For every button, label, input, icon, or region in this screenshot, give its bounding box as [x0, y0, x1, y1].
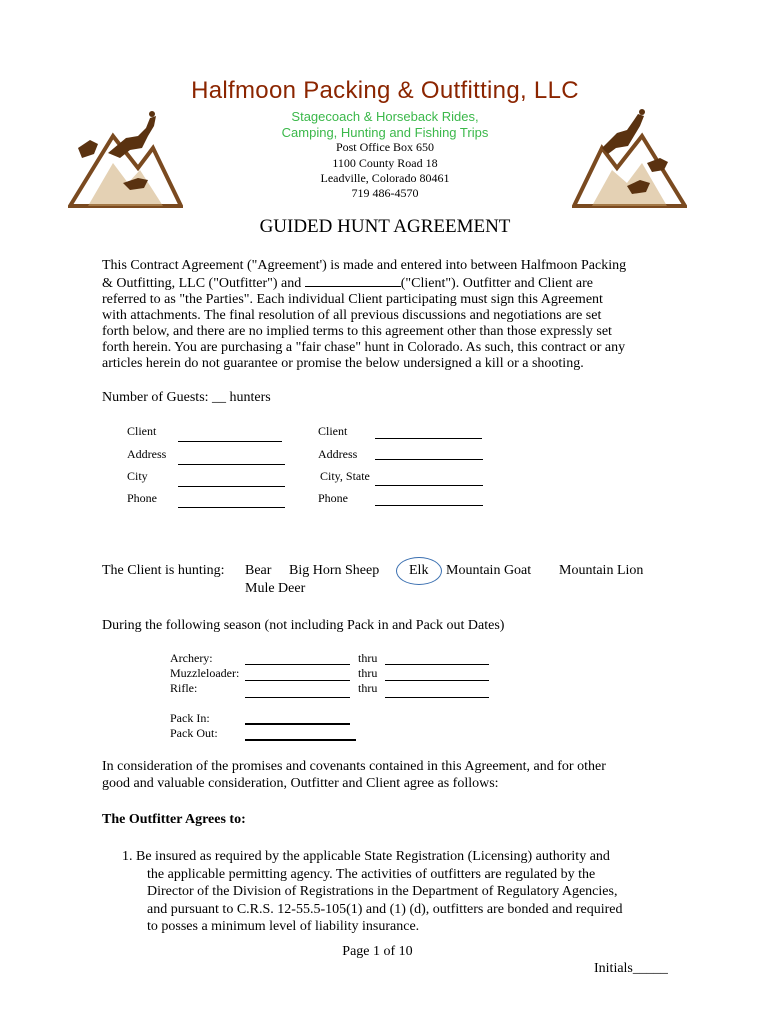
archery-label: Archery:	[170, 651, 213, 665]
address-city: Leadville, Colorado 80461	[320, 171, 450, 185]
season-label: During the following season (not including Pack in and Pack out Dates)	[102, 618, 505, 633]
phone-label-right: Phone	[318, 491, 348, 505]
rifle-end-field[interactable]	[385, 697, 489, 698]
intro-paragraph	[102, 258, 672, 372]
phone-number: 719 486-4570	[351, 186, 419, 200]
phone-field-left[interactable]	[178, 507, 285, 508]
item-line: Director of the Division of Registrations in the Department of Regulatory Agencies,	[147, 884, 618, 899]
address-street: 1100 County Road 18	[332, 156, 438, 170]
muzzleloader-label: Muzzleloader:	[170, 666, 240, 680]
thru-label: thru	[358, 681, 378, 695]
page-number: Page 1 of 10	[342, 944, 413, 959]
thru-label: thru	[358, 666, 378, 680]
intro-line: referred to as "the Parties". Each individual Client participating must sign this Agreement	[102, 292, 603, 307]
intro-line	[102, 274, 672, 292]
species-mountain-goat[interactable]: Mountain Goat	[446, 563, 532, 578]
city-label-left: City	[127, 469, 148, 483]
archery-start-field[interactable]	[245, 664, 350, 665]
phone-label-left: Phone	[127, 491, 157, 505]
archery-end-field[interactable]	[385, 664, 489, 665]
client-label-right: Client	[318, 424, 348, 438]
intro-line: This Contract Agreement ("Agreement') is made and entered into between Halfmoon Packing	[102, 258, 627, 273]
number-of-guests: Number of Guests: __ hunters	[102, 390, 271, 405]
species-bear[interactable]: Bear	[245, 563, 272, 578]
address-po-box: Post Office Box 650	[335, 140, 435, 154]
consideration-line: In consideration of the promises and covenants contained in this Agreement, and for other	[102, 759, 606, 774]
muzzleloader-start-field[interactable]	[245, 680, 350, 681]
intro-text: & Outfitting, LLC ("Outfitter") and	[102, 276, 305, 291]
hunting-label: The Client is hunting:	[102, 563, 225, 578]
species-elk[interactable]: Elk	[409, 563, 429, 578]
intro-line: forth herein. You are purchasing a "fair chase" hunt in Colorado. As such, this contract or any	[102, 340, 626, 355]
species-big-horn-sheep[interactable]: Big Horn Sheep	[289, 563, 380, 578]
pack-out-label: Pack Out:	[170, 726, 218, 740]
item-line: the applicable permitting agency. The activities of outfitters are regulated by the	[147, 866, 596, 882]
company-name: Halfmoon Packing & Outfitting, LLC	[191, 77, 579, 104]
client-field-right[interactable]	[375, 438, 482, 439]
muzzleloader-end-field[interactable]	[385, 680, 489, 681]
species-mountain-lion[interactable]: Mountain Lion	[559, 563, 644, 578]
item-line: to posses a minimum level of liability insurance.	[147, 919, 420, 934]
city-state-label-right: City, State	[320, 469, 370, 483]
client-name-blank[interactable]	[305, 274, 401, 287]
address-label-left: Address	[127, 447, 167, 461]
client-field-left[interactable]	[178, 441, 282, 442]
tagline-line-2: Camping, Hunting and Fishing Trips	[281, 125, 489, 140]
pack-out-field[interactable]	[245, 739, 356, 741]
pack-in-label: Pack In:	[170, 711, 210, 725]
city-state-field-right[interactable]	[375, 485, 483, 486]
intro-line: forth below, and there are no implied terms to this agreement other than those expressly set	[102, 324, 612, 339]
outfitter-agrees-heading: The Outfitter Agrees to:	[102, 812, 246, 827]
document-title: GUIDED HUNT AGREEMENT	[259, 216, 511, 237]
species-mule-deer[interactable]: Mule Deer	[245, 581, 306, 596]
pack-in-field[interactable]	[245, 723, 350, 725]
address-label-right: Address	[318, 447, 358, 461]
thru-label: thru	[358, 651, 378, 665]
intro-line: articles herein do not guarantee or promise the below undersigned a kill or a shooting.	[102, 356, 584, 371]
address-field-right[interactable]	[375, 459, 483, 460]
client-label-left: Client	[127, 424, 157, 438]
consideration-line: good and valuable consideration, Outfitter and Client agree as follows:	[102, 776, 499, 791]
city-field-left[interactable]	[178, 486, 285, 487]
item-line: and pursuant to C.R.S. 12-55.5-105(1) and (1) (d), outfitters are bonded and required	[147, 901, 623, 917]
phone-field-right[interactable]	[375, 505, 483, 506]
item-line: 1. Be insured as required by the applicable State Registration (Licensing) authority and	[122, 849, 610, 864]
rifle-label: Rifle:	[170, 681, 198, 695]
rifle-start-field[interactable]	[245, 697, 350, 698]
tagline-line-1: Stagecoach & Horseback Rides,	[291, 109, 479, 124]
intro-line: with attachments. The final resolution of all previous discussions and negotiations are set	[102, 308, 602, 323]
outfitter-item-1	[122, 848, 682, 936]
address-field-left[interactable]	[178, 464, 285, 465]
initials-field[interactable]: Initials_____	[594, 961, 668, 976]
consideration-paragraph	[102, 759, 672, 792]
intro-text: ("Client"). Outfitter and Client are	[400, 276, 593, 291]
